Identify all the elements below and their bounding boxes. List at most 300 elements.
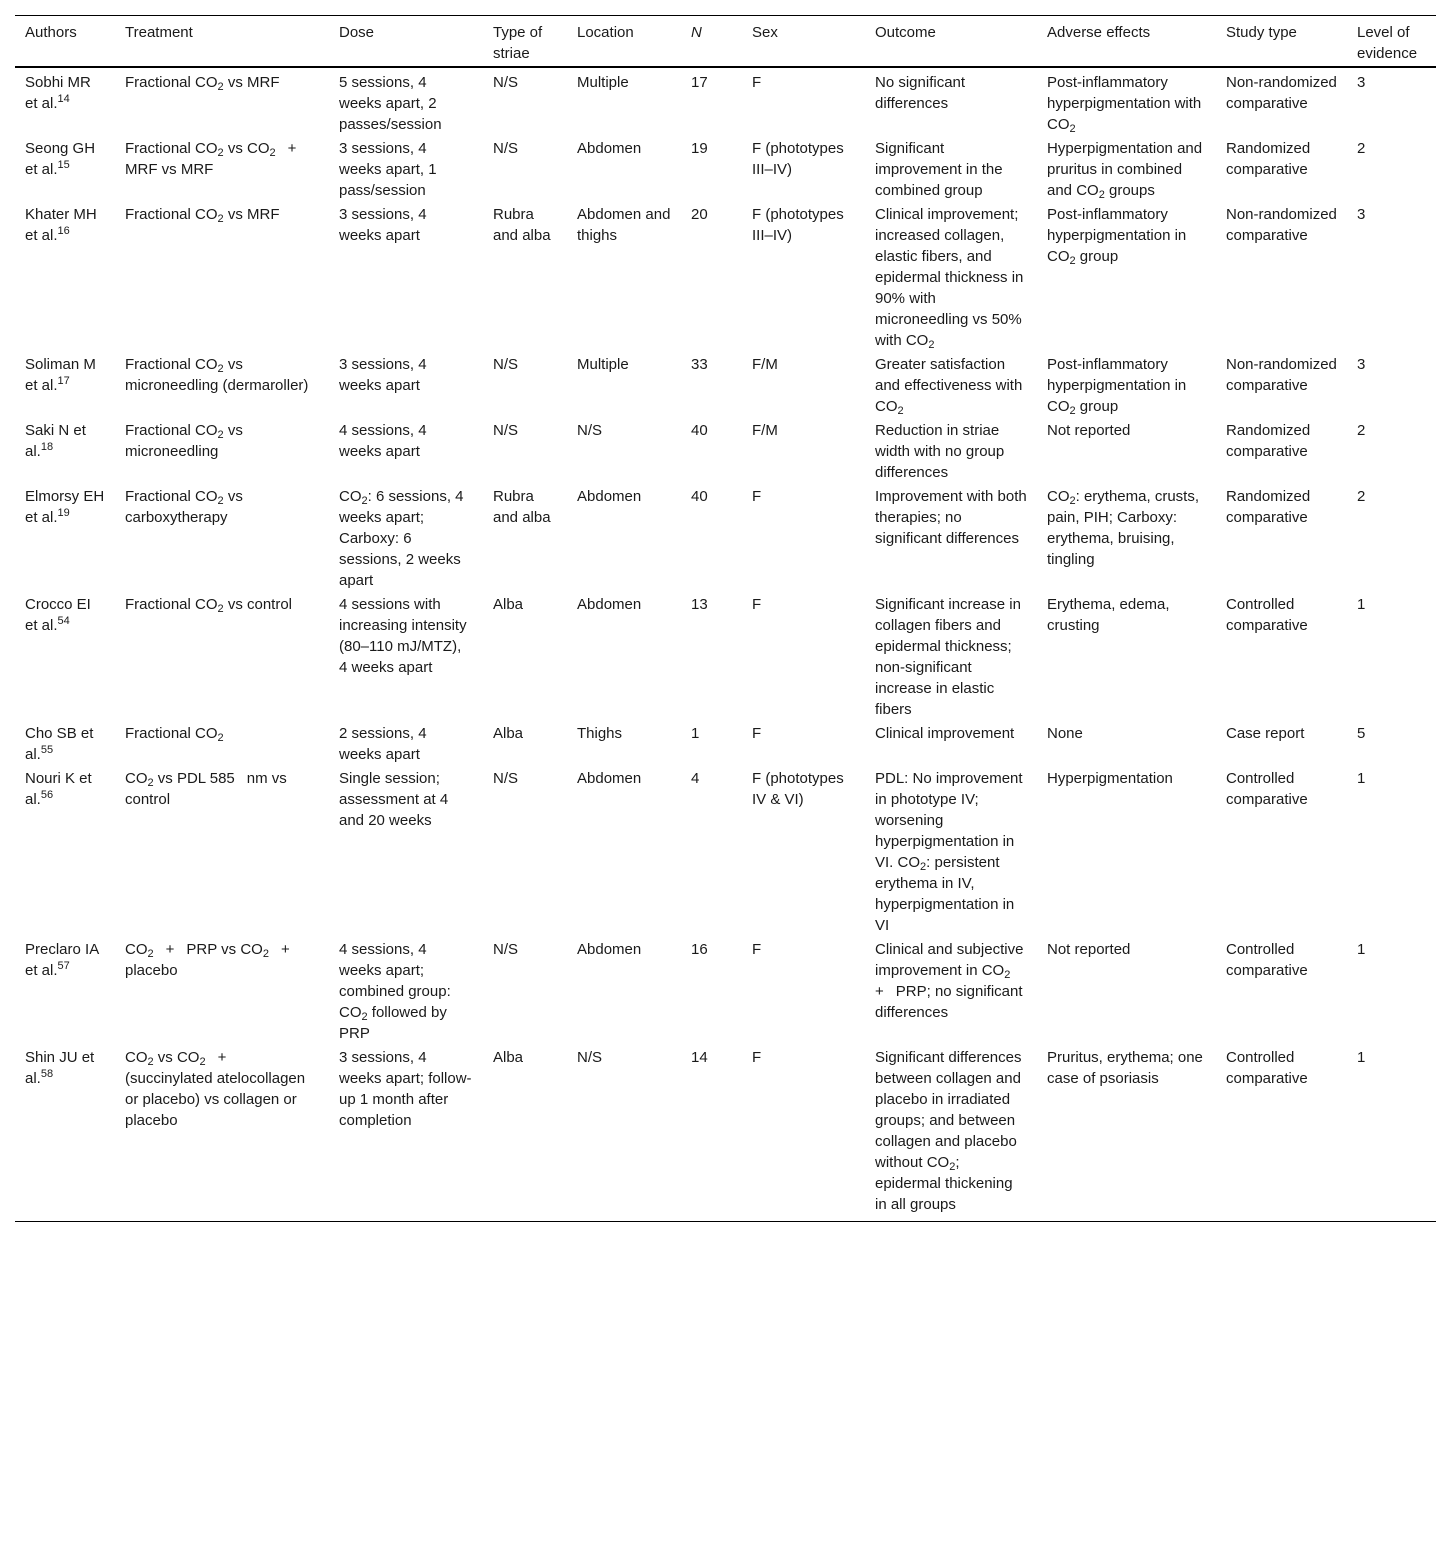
cell-text: 5 sessions, 4 weeks apart, 2 passes/session	[339, 74, 442, 133]
cell-text: + placebo	[125, 941, 302, 979]
cell-text: 33	[691, 356, 708, 373]
cell-text: Non-randomized comparative	[1226, 206, 1337, 244]
cell-text: N/S	[577, 422, 603, 439]
cell-text: F	[752, 941, 762, 958]
cell-text: N/S	[577, 1049, 603, 1066]
cell-outcome	[865, 417, 1037, 483]
cell-outcome	[865, 936, 1037, 1044]
cell-adverse	[1037, 201, 1216, 351]
header-level-of-evidence: Level of evidence	[1347, 16, 1436, 68]
cell-text: 14	[691, 1049, 708, 1066]
cell-study	[1216, 67, 1347, 135]
cell-text: Not reported	[1047, 941, 1131, 958]
cell-text: 2	[217, 81, 224, 93]
cell-text: Randomized comparative	[1226, 488, 1311, 526]
cell-authors	[15, 201, 115, 351]
cell-text: 2	[147, 1056, 154, 1068]
cell-text: F (phototypes IV & VI)	[752, 770, 844, 808]
cell-text: 2	[361, 1011, 368, 1023]
cell-text: vs CO	[153, 1049, 200, 1066]
cell-authors	[15, 67, 115, 135]
cell-study	[1216, 135, 1347, 201]
cell-text: N/S	[493, 140, 519, 157]
cell-text: Abdomen	[577, 941, 642, 958]
cell-location	[567, 483, 681, 591]
table-row	[15, 417, 1436, 483]
cell-text: Thighs	[577, 725, 623, 742]
cell-text: 40	[691, 488, 708, 505]
cell-text: groups	[1104, 182, 1155, 199]
table-row	[15, 1044, 1436, 1222]
cell-authors	[15, 936, 115, 1044]
header-location: Location	[567, 16, 681, 68]
cell-text: 20	[691, 206, 708, 223]
cell-text: Fractional CO	[125, 725, 218, 742]
cell-level	[1347, 351, 1436, 417]
cell-dose	[329, 720, 483, 765]
cell-text: 2	[1098, 189, 1105, 201]
cell-text: 16	[691, 941, 708, 958]
cell-text: 2	[1357, 140, 1366, 157]
cell-level	[1347, 417, 1436, 483]
cell-adverse	[1037, 135, 1216, 201]
cell-n	[681, 720, 742, 765]
cell-study	[1216, 936, 1347, 1044]
cell-text: group	[1075, 248, 1119, 265]
cell-text: Fractional CO	[125, 74, 218, 91]
cell-text: 58	[40, 1068, 54, 1080]
cell-text: Fractional CO	[125, 356, 218, 373]
cell-sex	[742, 351, 865, 417]
cell-level	[1347, 67, 1436, 135]
cell-text: F	[752, 488, 762, 505]
cell-outcome	[865, 483, 1037, 591]
cell-n	[681, 67, 742, 135]
cell-text: 2	[928, 339, 935, 351]
cell-level	[1347, 135, 1436, 201]
table-row	[15, 483, 1436, 591]
cell-text: 2	[147, 777, 154, 789]
cell-text: Soliman M et al.	[25, 356, 96, 394]
cell-adverse	[1037, 483, 1216, 591]
cell-level	[1347, 936, 1436, 1044]
cell-dose	[329, 1044, 483, 1222]
cell-study	[1216, 201, 1347, 351]
cell-n	[681, 1044, 742, 1222]
cell-text: Saki N et al.	[25, 422, 86, 460]
header-outcome: Outcome	[865, 16, 1037, 68]
header-n: N	[681, 16, 742, 68]
cell-text: Nouri K et al.	[25, 770, 92, 808]
cell-authors	[15, 591, 115, 720]
cell-text: 2	[920, 861, 927, 873]
cell-text: Rubra and alba	[493, 206, 551, 244]
cell-location	[567, 1044, 681, 1222]
cell-text: 2	[217, 603, 224, 615]
cell-text: 40	[691, 422, 708, 439]
cell-text: vs control	[223, 596, 293, 613]
cell-authors	[15, 483, 115, 591]
cell-treatment	[115, 417, 329, 483]
cell-text: ; epidermal thickening in all groups	[875, 1154, 1013, 1213]
cell-text: Fractional CO	[125, 206, 218, 223]
cell-text: Abdomen	[577, 596, 642, 613]
cell-location	[567, 351, 681, 417]
cell-level	[1347, 591, 1436, 720]
cell-n	[681, 936, 742, 1044]
cell-text: Controlled comparative	[1226, 596, 1308, 634]
cell-text: 17	[691, 74, 708, 91]
cell-adverse	[1037, 351, 1216, 417]
cell-authors	[15, 1044, 115, 1222]
cell-authors	[15, 351, 115, 417]
cell-outcome	[865, 591, 1037, 720]
cell-dose	[329, 765, 483, 936]
cell-text: vs MRF	[223, 206, 280, 223]
cell-text: Alba	[493, 725, 524, 742]
cell-sex	[742, 135, 865, 201]
table-row	[15, 936, 1436, 1044]
cell-text: Clinical improvement; increased collagen, elastic fibers, and epidermal thickness in 90% with microneedling vs 50% with CO	[875, 206, 1024, 349]
cell-text: + (succinylated atelocollagen or placebo) vs collagen or placebo	[125, 1049, 306, 1129]
cell-authors	[15, 720, 115, 765]
cell-dose	[329, 417, 483, 483]
cell-dose	[329, 936, 483, 1044]
cell-text: 2	[269, 147, 276, 159]
cell-type	[483, 591, 567, 720]
cell-dose	[329, 201, 483, 351]
cell-text: CO	[125, 1049, 148, 1066]
cell-sex	[742, 936, 865, 1044]
cell-dose	[329, 591, 483, 720]
cell-adverse	[1037, 417, 1216, 483]
cell-type	[483, 936, 567, 1044]
cell-text: Alba	[493, 1049, 524, 1066]
cell-text: 2	[199, 1056, 206, 1068]
cell-text: Greater satisfaction and effectiveness with CO	[875, 356, 1023, 415]
cell-treatment	[115, 1044, 329, 1222]
cell-outcome	[865, 135, 1037, 201]
cell-text: Preclaro IA et al.	[25, 941, 99, 979]
cell-text: : erythema, crusts, pain, PIH; Carboxy: erythema, bruising, tingling	[1047, 488, 1199, 568]
cell-outcome	[865, 351, 1037, 417]
cell-text: F	[752, 596, 762, 613]
cell-location	[567, 591, 681, 720]
cell-location	[567, 765, 681, 936]
cell-n	[681, 201, 742, 351]
cell-outcome	[865, 765, 1037, 936]
table-row	[15, 135, 1436, 201]
cell-text: 14	[57, 93, 70, 105]
table-row	[15, 765, 1436, 936]
cell-text: 3 sessions, 4 weeks apart; follow-up 1 month after completion	[339, 1049, 472, 1129]
cell-text: 2	[361, 495, 368, 507]
cell-text: F (phototypes III–IV)	[752, 206, 844, 244]
table-row	[15, 351, 1436, 417]
cell-text: 15	[57, 159, 70, 171]
cell-text: vs CO	[223, 140, 270, 157]
cell-text: Shin JU et al.	[25, 1049, 95, 1087]
cell-text: 2	[147, 948, 154, 960]
cell-text: 2	[217, 495, 224, 507]
cell-text: N/S	[493, 422, 519, 439]
cell-treatment	[115, 483, 329, 591]
cell-dose	[329, 67, 483, 135]
cell-text: 2	[897, 405, 904, 417]
cell-level	[1347, 201, 1436, 351]
cell-text: Randomized comparative	[1226, 422, 1311, 460]
cell-text: 54	[57, 615, 70, 627]
cell-location	[567, 135, 681, 201]
cell-text: CO	[125, 770, 148, 787]
cell-treatment	[115, 201, 329, 351]
cell-text: vs MRF	[223, 74, 280, 91]
cell-n	[681, 417, 742, 483]
table-row	[15, 720, 1436, 765]
cell-text: 1	[1357, 770, 1366, 787]
cell-text: Controlled comparative	[1226, 1049, 1308, 1087]
cell-text: 2	[1357, 488, 1366, 505]
cell-sex	[742, 417, 865, 483]
cell-level	[1347, 765, 1436, 936]
table-row	[15, 201, 1436, 351]
cell-treatment	[115, 67, 329, 135]
cell-type	[483, 351, 567, 417]
cell-text: F/M	[752, 422, 778, 439]
cell-text: Randomized comparative	[1226, 140, 1311, 178]
cell-text: 2	[1069, 405, 1076, 417]
cell-text: Non-randomized comparative	[1226, 74, 1337, 112]
cell-text: No significant differences	[875, 74, 966, 112]
cell-text: vs microneedling	[125, 422, 243, 460]
cell-study	[1216, 720, 1347, 765]
cell-text: Single session; assessment at 4 and 20 weeks	[339, 770, 449, 829]
cell-text: 13	[691, 596, 708, 613]
cell-text: 3	[1357, 206, 1366, 223]
header-dose: Dose	[329, 16, 483, 68]
header-adverse-effects: Adverse effects	[1037, 16, 1216, 68]
cell-study	[1216, 1044, 1347, 1222]
cell-type	[483, 135, 567, 201]
cell-text: Not reported	[1047, 422, 1131, 439]
cell-text: 2	[262, 948, 269, 960]
cell-adverse	[1037, 591, 1216, 720]
cell-text: Hyperpigmentation and pruritus in combined and CO	[1047, 140, 1203, 199]
cell-text: + MRF vs MRF	[125, 140, 309, 178]
cell-text: CO	[339, 488, 362, 505]
cell-type	[483, 417, 567, 483]
cell-level	[1347, 1044, 1436, 1222]
cell-text: F	[752, 1049, 762, 1066]
cell-text: Significant improvement in the combined group	[875, 140, 1003, 199]
cell-text: Sobhi MR et al.	[25, 74, 91, 112]
cell-text: F (phototypes III–IV)	[752, 140, 844, 178]
cell-sex	[742, 720, 865, 765]
cell-adverse	[1037, 765, 1216, 936]
cell-study	[1216, 483, 1347, 591]
cell-location	[567, 720, 681, 765]
cell-text: 18	[40, 441, 54, 453]
header-study-type: Study type	[1216, 16, 1347, 68]
cell-text: 2	[217, 147, 224, 159]
cell-text: 3	[1357, 356, 1366, 373]
header-treatment: Treatment	[115, 16, 329, 68]
cell-location	[567, 67, 681, 135]
cell-sex	[742, 201, 865, 351]
cell-text: 2 sessions, 4 weeks apart	[339, 725, 427, 763]
cell-text: 57	[57, 960, 70, 972]
cell-text: Controlled comparative	[1226, 941, 1308, 979]
cell-text: Post-inflammatory hyperpigmentation in CO	[1047, 356, 1187, 415]
cell-text: 1	[1357, 1049, 1366, 1066]
cell-text: Fractional CO	[125, 596, 218, 613]
cell-text: F/M	[752, 356, 778, 373]
cell-authors	[15, 765, 115, 936]
cell-text: Reduction in striae width with no group differences	[875, 422, 1005, 481]
cell-text: : persistent erythema in IV, hyperpigmentation in VI	[875, 854, 1015, 934]
cell-text: 56	[40, 789, 54, 801]
cell-treatment	[115, 720, 329, 765]
cell-text: Multiple	[577, 74, 629, 91]
cell-text: 16	[57, 225, 70, 237]
table-body	[15, 67, 1436, 1222]
cell-text: 3 sessions, 4 weeks apart	[339, 206, 427, 244]
cell-dose	[329, 351, 483, 417]
cell-study	[1216, 591, 1347, 720]
cell-text: Alba	[493, 596, 524, 613]
cell-text: 4 sessions, 4 weeks apart; combined group: CO	[339, 941, 451, 1021]
cell-text: 17	[57, 375, 70, 387]
cell-text: Abdomen	[577, 488, 642, 505]
cell-text: Abdomen	[577, 140, 642, 157]
cell-n	[681, 351, 742, 417]
cell-text: Fractional CO	[125, 422, 218, 439]
cell-study	[1216, 765, 1347, 936]
cell-dose	[329, 483, 483, 591]
cell-text: N/S	[493, 770, 519, 787]
cell-text: 2	[1069, 123, 1076, 135]
cell-text: Hyperpigmentation	[1047, 770, 1173, 787]
cell-text: Post-inflammatory hyperpigmentation with CO	[1047, 74, 1202, 133]
cell-text: 3 sessions, 4 weeks apart, 1 pass/session	[339, 140, 437, 199]
cell-sex	[742, 1044, 865, 1222]
studies-table	[15, 15, 1436, 1222]
cell-type	[483, 765, 567, 936]
cell-text: N/S	[493, 941, 519, 958]
cell-treatment	[115, 765, 329, 936]
cell-text: followed by PRP	[339, 1004, 447, 1042]
cell-text: 2	[217, 429, 224, 441]
cell-treatment	[115, 351, 329, 417]
header-sex: Sex	[742, 16, 865, 68]
cell-text: Significant increase in collagen fibers and epidermal thickness; non-significant increase in elastic fibers	[875, 596, 1021, 718]
cell-text: N/S	[493, 74, 519, 91]
cell-sex	[742, 483, 865, 591]
cell-text: Non-randomized comparative	[1226, 356, 1337, 394]
cell-text: 55	[40, 744, 54, 756]
cell-text: Improvement with both therapies; no significant differences	[875, 488, 1027, 547]
cell-study	[1216, 417, 1347, 483]
cell-text: 3	[1357, 74, 1366, 91]
cell-text: 19	[691, 140, 708, 157]
cell-text: Rubra and alba	[493, 488, 551, 526]
cell-text: 1	[1357, 941, 1366, 958]
cell-text: None	[1047, 725, 1083, 742]
cell-text: Abdomen and thighs	[577, 206, 671, 244]
cell-text: 1	[691, 725, 700, 742]
cell-text: : 6 sessions, 4 weeks apart; Carboxy: 6 sessions, 2 weeks apart	[339, 488, 464, 589]
cell-n	[681, 591, 742, 720]
cell-text: 2	[217, 363, 224, 375]
cell-outcome	[865, 720, 1037, 765]
cell-text: Seong GH et al.	[25, 140, 96, 178]
cell-sex	[742, 591, 865, 720]
cell-adverse	[1037, 720, 1216, 765]
cell-adverse	[1037, 1044, 1216, 1222]
cell-outcome	[865, 1044, 1037, 1222]
cell-text: 2	[217, 213, 224, 225]
cell-text: 4	[691, 770, 700, 787]
cell-type	[483, 1044, 567, 1222]
cell-text: 5	[1357, 725, 1366, 742]
cell-text: 4 sessions, 4 weeks apart	[339, 422, 427, 460]
cell-text: 2	[1357, 422, 1366, 439]
header-type-of-striae: Type of striae	[483, 16, 567, 68]
cell-study	[1216, 351, 1347, 417]
cell-level	[1347, 720, 1436, 765]
cell-text: F	[752, 725, 762, 742]
header-authors: Authors	[15, 16, 115, 68]
cell-location	[567, 936, 681, 1044]
cell-text: CO	[1047, 488, 1070, 505]
cell-text: 19	[57, 507, 70, 519]
cell-text: + PRP; no significant differences	[875, 962, 1023, 1021]
cell-text: PDL: No improvement in phototype IV; worsening hyperpigmentation in VI. CO	[875, 770, 1023, 871]
cell-text: Erythema, edema, crusting	[1047, 596, 1170, 634]
cell-outcome	[865, 201, 1037, 351]
cell-text: vs PDL 585 nm vs control	[125, 770, 287, 808]
cell-text: CO	[125, 941, 148, 958]
header-row	[15, 16, 1436, 68]
cell-location	[567, 201, 681, 351]
cell-sex	[742, 765, 865, 936]
cell-text: Cho SB et al.	[25, 725, 94, 763]
cell-text: 2	[1069, 255, 1076, 267]
cell-text: 2	[1069, 495, 1076, 507]
cell-n	[681, 765, 742, 936]
cell-treatment	[115, 936, 329, 1044]
cell-text: Abdomen	[577, 770, 642, 787]
cell-text: Fractional CO	[125, 488, 218, 505]
cell-dose	[329, 135, 483, 201]
cell-text: F	[752, 74, 762, 91]
cell-text: Case report	[1226, 725, 1305, 742]
cell-type	[483, 720, 567, 765]
cell-type	[483, 67, 567, 135]
cell-text: Clinical improvement	[875, 725, 1015, 742]
cell-text: Fractional CO	[125, 140, 218, 157]
cell-text: Elmorsy EH et al.	[25, 488, 105, 526]
cell-text: Controlled comparative	[1226, 770, 1308, 808]
cell-text: Khater MH et al.	[25, 206, 97, 244]
cell-text: Significant differences between collagen and placebo in irradiated groups; and between collagen and placebo without CO	[875, 1049, 1022, 1171]
cell-text: Multiple	[577, 356, 629, 373]
cell-text: vs carboxytherapy	[125, 488, 243, 526]
cell-n	[681, 135, 742, 201]
cell-n	[681, 483, 742, 591]
cell-level	[1347, 483, 1436, 591]
cell-text: Clinical and subjective improvement in CO	[875, 941, 1024, 979]
